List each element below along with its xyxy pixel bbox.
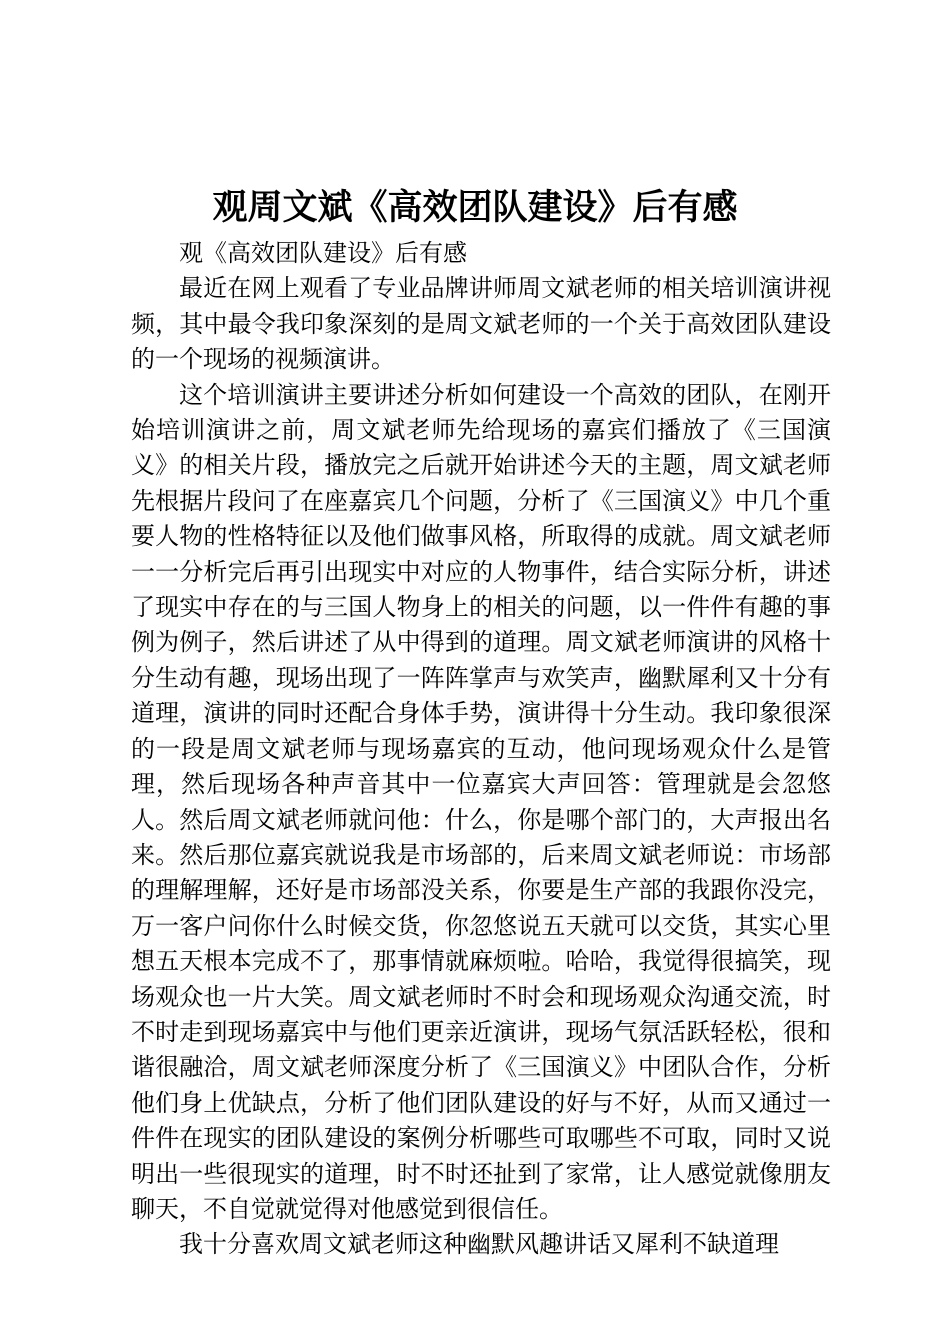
document-body [131,236,831,1263]
document-title: 观周文斌《高效团队建设》后有感 [212,187,738,228]
paragraph-closing: 我十分喜欢周文斌老师这种幽默风趣讲话又犀利不缺道理 [179,1230,779,1259]
paragraph-main: 这个培训演讲主要讲述分析如何建设一个高效的团队，在刚开始培训演讲之前，周文斌老师先给现场的嘉宾们播放了《三国演义》的相关片段，播放完之后就开始讲述今天的主题，周文斌老师先根据片段问了在座嘉宾几个问题，分析了《三国演义》中几个重要人物的性格特征以及他们做事风格，所取得的成就。周文斌老师一一分析完后再引出现实中对应的人物事件，结合实际分析，讲述了现实中存在的与三国人物身上的相关的问题，以一件件有趣的事例为例子，然后讲述了从中得到的道理。周文斌老师演讲的风格十分生动有趣，现场出现了一阵阵掌声与欢笑声，幽默犀利又十分有道理，演讲的同时还配合身体手势，演讲得十分生动。我印象很深的一段是周文斌老师与现场嘉宾的互动，他问现场观众什么是管理，然后现场各种声音其中一位嘉宾大声回答：管理就是会忽悠人。然后周文斌老师就问他：什么，你是哪个部门的，大声报出名来。然后那位嘉宾就说我是市场部的，后来周文斌老师说：市场部的理解理解，还好是市场部没关系，你要是生产部的我跟你没完，万一客户问你什么时候交货，你忽悠说五天就可以交货，其实心里想五天根本完成不了，那事情就麻烦啦。哈哈，我觉得很搞笑，现场观众也一片大笑。周文斌老师时不时会和现场观众沟通交流，时不时走到现场嘉宾中与他们更亲近演讲，现场气氛活跃轻松，很和谐很融洽，周文斌老师深度分析了《三国演义》中团队合作，分析他们身上优缺点，分析了他们团队建设的好与不好，从而又通过一件件在现实的团队建设的案例分析哪些可取哪些不可取，同时又说明出一些很现实的道理，时不时还扯到了家常，让人感觉就像朋友聊天，不自觉就觉得对他感觉到很信任。 [131,380,831,1223]
paragraph-intro: 最近在网上观看了专业品牌讲师周文斌老师的相关培训演讲视频，其中最令我印象深刻的是周文斌老师的一个关于高效团队建设的一个现场的视频演讲。 [131,274,831,374]
paragraph-subtitle: 观《高效团队建设》后有感 [179,239,467,267]
